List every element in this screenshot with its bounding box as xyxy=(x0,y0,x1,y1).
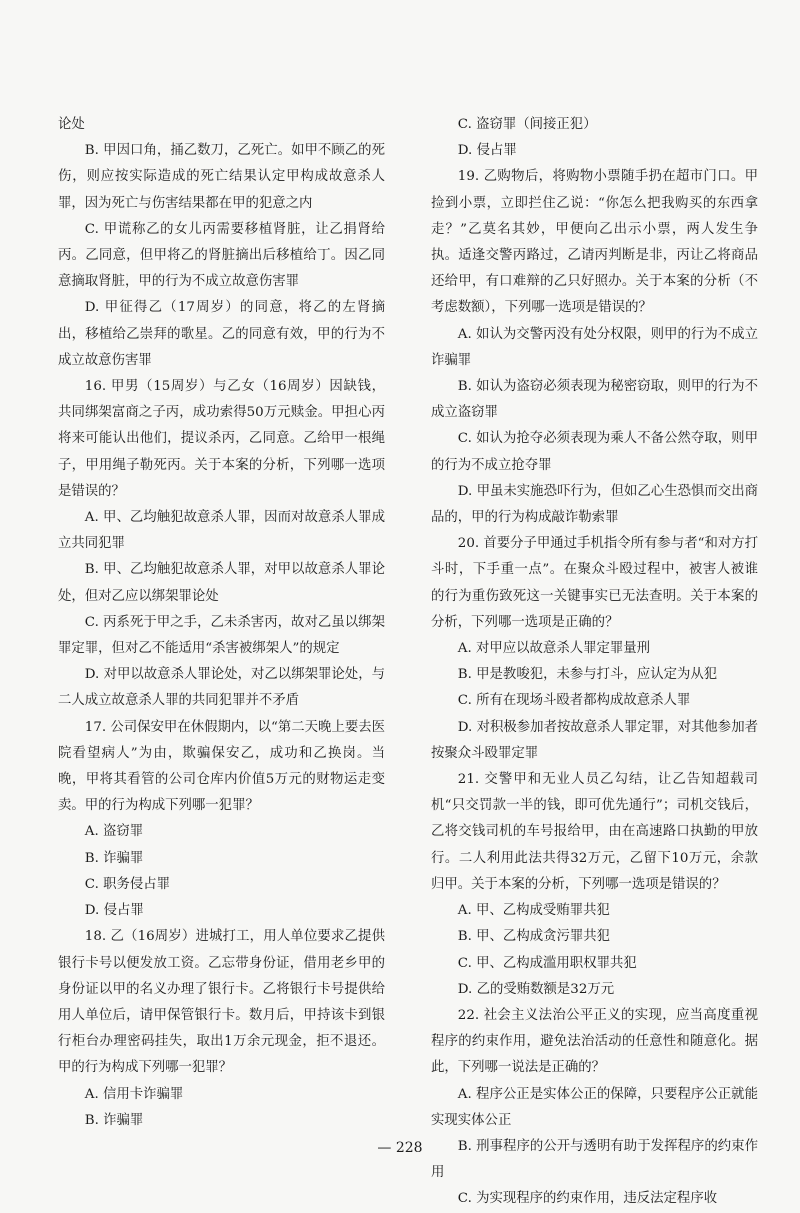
right-column-paragraph: 22. 社会主义法治公平正义的实现，应当高度重视程序的约束作用，避免法治活动的任意性和随意化。据此，下列哪一说法是正确的？ xyxy=(431,1007,758,1076)
left-column-paragraph: 16. 甲男（15周岁）与乙女（16周岁）因缺钱，共同绑架富商之子丙，成功索得50万元赎金。甲担心丙将来可能认出他们，提议杀丙，乙同意。乙给甲一根绳子，甲用绳子勒死丙。关于本案的分析，下列哪一选项是错误的？ xyxy=(58,379,385,499)
left-column-paragraph: B. 甲因口角，捅乙数刀，乙死亡。如甲不顾乙的死伤，则应按实际造成的死亡结果认定甲构成故意杀人罪，因为死亡与伤害结果都在甲的犯意之内 xyxy=(58,143,385,211)
left-column-paragraph: B. 甲、乙均触犯故意杀人罪，对甲以故意杀人罪论处，但对乙应以绑架罪论处 xyxy=(58,562,385,604)
left-column-paragraph: 论处 xyxy=(58,117,85,132)
right-column-paragraph: B. 甲是教唆犯，未参与打斗，应认定为从犯 xyxy=(457,667,718,683)
left-column-paragraph: B. 诈骗罪 xyxy=(84,850,144,866)
right-column-paragraph: D. 甲虽未实施恐吓行为，但如乙心生恐惧而交出商品的，甲的行为构成敲诈勒索罪 xyxy=(431,483,758,526)
right-column-paragraph: 21. 交警甲和无业人员乙勾结，让乙告知超载司机“只交罚款一半的钱，即可优先通行”；司机交钱后，乙将交钱司机的车号报给甲，由在高速路口执勤的甲放行。二人利用此法共得32万元，乙留下10万元，余款归甲。关于本案的分析，下列哪一选项是错误的？ xyxy=(431,772,758,892)
right-column-paragraph: D. 对积极参加者按故意杀人罪定罪，对其他参加者按聚众斗殴罪定罪 xyxy=(431,719,758,761)
right-column-paragraph: A. 甲、乙构成受贿罪共犯 xyxy=(457,903,610,919)
right-column-paragraph: C. 如认为抢夺必须表现为乘人不备公然夺取，则甲的行为不成立抢夺罪 xyxy=(431,431,758,473)
left-column-paragraph: B. 诈骗罪 xyxy=(84,1112,144,1128)
left-column-paragraph: C. 甲谎称乙的女儿丙需要移植肾脏，让乙捐肾给丙。乙同意，但甲将乙的肾脏摘出后移植给丁。因乙同意摘取肾脏，甲的行为不成立故意伤害罪 xyxy=(58,221,385,290)
right-column-paragraph: C. 甲、乙构成滥用职权罪共犯 xyxy=(457,955,637,971)
right-column xyxy=(431,112,758,1213)
right-column-paragraph: B. 如认为盗窃必须表现为秘密窃取，则甲的行为不成立盗窃罪 xyxy=(431,379,758,421)
right-column-paragraph: D. 侵占罪 xyxy=(457,143,517,159)
left-column-paragraph: A. 信用卡诈骗罪 xyxy=(84,1086,184,1102)
page-number: — 228 xyxy=(377,1140,423,1156)
left-column-paragraph: D. 对甲以故意杀人罪论处，对乙以绑架罪论处，与二人成立故意杀人罪的共同犯罪并不矛盾 xyxy=(58,667,385,709)
left-column-paragraph: D. 甲征得乙（17周岁）的同意，将乙的左肾摘出，移植给乙崇拜的歌星。乙的同意有效，甲的行为不成立故意伤害罪 xyxy=(58,300,385,368)
right-column-paragraph: A. 程序公正是实体公正的保障，只要程序公正就能实现实体公正 xyxy=(431,1086,758,1128)
right-column-paragraph: B. 甲、乙构成贪污罪共犯 xyxy=(457,929,611,945)
right-column-paragraph: C. 为实现程序的约束作用，违反法定程序收 xyxy=(457,1191,718,1207)
right-column-paragraph: B. 刑事程序的公开与透明有助于发挥程序的约束作用 xyxy=(431,1138,758,1181)
right-column-paragraph: C. 盗窃罪（间接正犯） xyxy=(457,117,597,132)
right-column-paragraph: A. 对甲应以故意杀人罪定罪量刑 xyxy=(457,641,651,657)
right-column-paragraph: 20. 首要分子甲通过手机指令所有参与者“和对方打斗时，下手重一点”。在聚众斗殴过程中，被害人被谁的行为重伤致死这一关键事实已无法查明。关于本案的分析，下列哪一选项是正确的？ xyxy=(431,536,759,630)
left-column-paragraph: A. 盗窃罪 xyxy=(84,824,144,840)
left-column-paragraph: 17. 公司保安甲在休假期内，以“第二天晚上要去医院看望病人”为由，欺骗保安乙，成功和乙换岗。当晚，甲将其看管的公司仓库内价值5万元的财物运走变卖。甲的行为构成下列哪一犯罪？ xyxy=(58,719,386,814)
right-column-paragraph: 19. 乙购物后，将购物小票随手扔在超市门口。甲捡到小票，立即拦住乙说：“你怎么把我购买的东西拿走？”乙莫名其妙，甲便向乙出示小票，两人发生争执。适逢交警丙路过，乙请丙判断是非，丙让乙将商品还给甲，有口难辩的乙只好照办。关于本案的分析（不考虑数额），下列哪一选项是错误的？ xyxy=(431,169,758,316)
left-column-paragraph: D. 侵占罪 xyxy=(84,903,144,919)
left-column-paragraph: C. 丙系死于甲之手，乙未杀害丙，故对乙虽以绑架罪定罪，但对乙不能适用“杀害被绑架人”的规定 xyxy=(58,614,385,657)
left-column-paragraph: A. 甲、乙均触犯故意杀人罪，因而对故意杀人罪成立共同犯罪 xyxy=(58,510,385,552)
right-column-paragraph: A. 如认为交警丙没有处分权限，则甲的行为不成立诈骗罪 xyxy=(431,326,758,368)
right-column-paragraph: C. 所有在现场斗殴者都构成故意杀人罪 xyxy=(457,693,691,709)
left-column xyxy=(58,112,385,1134)
left-column-paragraph: 18. 乙（16周岁）进城打工，用人单位要求乙提供银行卡号以便发放工资。乙忘带身份证，借用老乡甲的身份证以甲的名义办理了银行卡。乙将银行卡号提供给用人单位后，请甲保管银行卡。数月后，甲持该卡到银行柜台办理密码挂失，取出1万余元现金，拒不退还。甲的行为构成下列哪一犯罪？ xyxy=(58,929,385,1076)
right-column-paragraph: D. 乙的受贿数额是32万元 xyxy=(457,981,615,997)
left-column-paragraph: C. 职务侵占罪 xyxy=(84,876,171,892)
